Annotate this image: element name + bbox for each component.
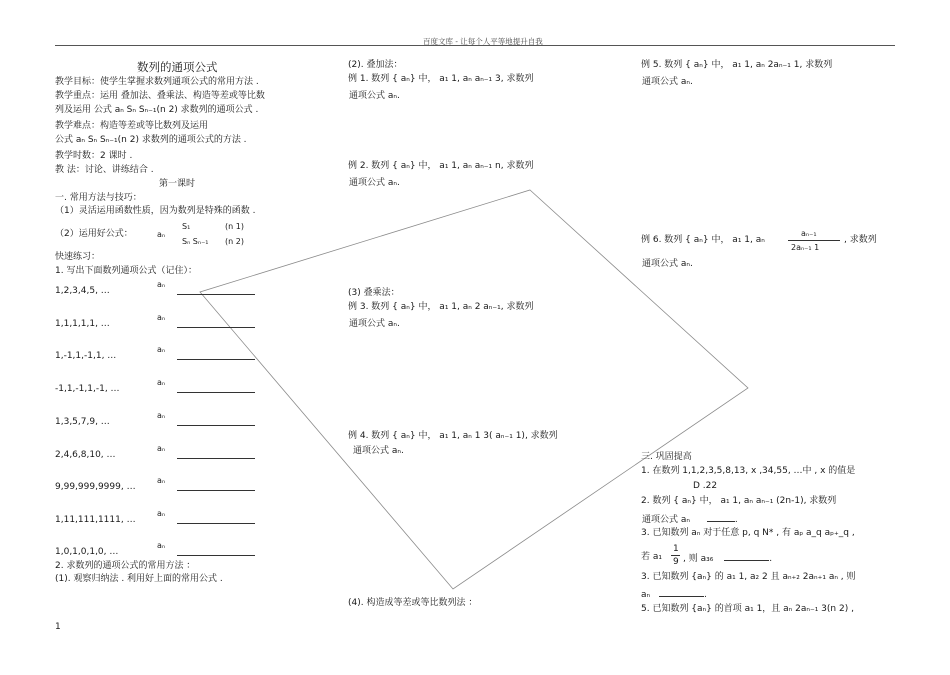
answer-blank[interactable]	[707, 513, 735, 522]
answer-blank[interactable]	[177, 450, 255, 459]
sequence-text: -1,1,-1,1,-1, …	[55, 384, 120, 394]
an-label: aₙ	[157, 509, 166, 518]
sequence-text: 1,3,5,7,9, …	[55, 417, 110, 427]
teaching-method: 教 法：讨论、讲练结合 .	[55, 165, 154, 175]
method1: (1). 观察归纳法 . 利用好上面的常用公式 .	[55, 574, 223, 584]
an-label: aₙ	[157, 411, 166, 420]
example6-fraction-numerator: aₙ₋₁	[801, 229, 817, 238]
key-point-line2: 列及运用 公式 aₙ Sₙ Sₙ₋₁(n 2) 求数列的通项公式 .	[55, 105, 259, 115]
problem3-fraction-numerator: 1	[673, 544, 679, 554]
example4-line1: 例 4. 数列 { aₙ} 中， a₁ 1, aₙ 1 3( aₙ₋₁ 1), 求数列	[348, 431, 558, 441]
example2-line2: 通项公式 aₙ.	[349, 178, 400, 188]
sequence-text: 1,11,111,1111, …	[55, 515, 136, 525]
formula-case2-expr: Sₙ Sₙ₋₁	[182, 237, 209, 246]
example2-line1: 例 2. 数列 { aₙ} 中， a₁ 1, aₙ aₙ₋₁ n, 求数列	[348, 161, 534, 171]
answer-blank[interactable]	[177, 319, 255, 328]
formula-case2-cond: (n 2)	[225, 237, 244, 246]
example6-tail: , 求数列	[844, 235, 877, 245]
difficulty-line1: 教学难点：构造等差或等比数列及运用	[55, 121, 209, 131]
answer-blank[interactable]	[659, 588, 704, 597]
answer-blank[interactable]	[177, 351, 255, 360]
section1-heading: 一. 常用方法与技巧：	[55, 193, 142, 203]
an-label: aₙ	[157, 476, 166, 485]
an-label: aₙ	[157, 541, 166, 550]
problem3-fraction-denominator: 9	[673, 557, 679, 567]
problem5-line1: 5. 已知数列 {aₙ} 的首项 a₁ 1，且 aₙ 2aₙ₋₁ 3(n 2) ,	[641, 604, 854, 614]
problem3-line2	[641, 552, 662, 563]
answer-blank[interactable]	[177, 384, 255, 393]
problem1-line1: 1. 在数列 1,1,2,3,5,8,13, x ,34,55, …中 , x 的值是	[641, 466, 856, 476]
an-label: aₙ	[157, 444, 166, 453]
answer-blank[interactable]	[177, 547, 255, 556]
example5-line2: 通项公式 aₙ.	[642, 77, 693, 87]
an-label: aₙ	[157, 313, 166, 322]
problem3-post: , 则 a₃₆ .	[683, 554, 773, 564]
answer-blank[interactable]	[724, 552, 769, 561]
sequence-text: 1,-1,1,-1,1, …	[55, 351, 117, 361]
problem3-post-text: , 则 a₃₆	[683, 554, 714, 564]
sequence-text: 2,4,6,8,10, …	[55, 450, 116, 460]
example3-line1: 例 3. 数列 { aₙ} 中， a₁ 1, aₙ 2 aₙ₋₁, 求数列	[348, 302, 534, 312]
teaching-hours: 教学时数：2 课时 .	[55, 151, 133, 161]
example6-line2: 通项公式 aₙ.	[642, 259, 693, 269]
an-label: aₙ	[157, 378, 166, 387]
example1-line1: 例 1. 数列 { aₙ} 中， a₁ 1, aₙ aₙ₋₁ 3, 求数列	[348, 74, 534, 84]
teaching-goal: 教学目标：使学生掌握求数列通项公式的常用方法 .	[55, 77, 259, 87]
method3-heading: (3) 叠乘法：	[348, 288, 400, 298]
answer-blank[interactable]	[177, 417, 255, 426]
fraction-bar	[788, 240, 840, 241]
answer-blank[interactable]	[177, 482, 255, 491]
page-number: 1	[55, 622, 61, 632]
example6-line1: 例 6. 数列 { aₙ} 中， a₁ 1, aₙ	[641, 235, 765, 245]
example1-line2: 通项公式 aₙ.	[349, 91, 400, 101]
header-rule	[55, 45, 895, 46]
problem3-prefix: 若 a₁	[641, 552, 662, 562]
lesson-heading: 第一课时	[159, 179, 196, 189]
tip1: （1）灵活运用函数性质，因为数列是特殊的函数 .	[55, 206, 256, 216]
problem2-line1: 2. 数列 { aₙ} 中， a₁ 1, aₙ aₙ₋₁ (2n-1), 求数列	[641, 496, 837, 506]
key-point-line1: 教学重点：运用 叠加法、叠乘法、构造等差或等比数	[55, 91, 265, 101]
problem2-line2: 通项公式 aₙ .	[642, 515, 738, 525]
answer-blank[interactable]	[177, 286, 255, 295]
sequence-text: 9,99,999,9999, …	[55, 482, 136, 492]
question2: 2. 求数列的通项公式的常用方法 ：	[55, 561, 196, 571]
problem3-line1: 3. 已知数列 aₙ 对于任意 p, q N* , 有 aₚ a_q aₚ₊_q ,	[641, 528, 855, 538]
question1: 1. 写出下面数列通项公式（记住）：	[55, 266, 197, 276]
sequence-text: 1,1,1,1,1, …	[55, 319, 110, 329]
problem4-text: aₙ	[641, 590, 651, 600]
difficulty-line2: 公式 aₙ Sₙ Sₙ₋₁(n 2) 求数列的通项公式的方法 .	[55, 135, 247, 145]
method2-heading: (2). 叠加法：	[348, 60, 403, 70]
problem1-answer: D .22	[693, 481, 718, 491]
page-title: 数列的通项公式	[137, 60, 218, 74]
an-label: aₙ	[157, 345, 166, 354]
problem2-text: 通项公式 aₙ	[642, 515, 690, 525]
answer-blank[interactable]	[177, 515, 255, 524]
formula-case1-expr: S₁	[182, 222, 191, 231]
method4-heading: (4). 构造成等差或等比数列法 ：	[348, 598, 478, 608]
page-header: 百度文库 - 让每个人平等地提升自我	[423, 37, 543, 46]
fraction-bar	[671, 555, 680, 556]
sequence-text: 1,2,3,4,5, …	[55, 286, 110, 296]
section3-heading: 三. 巩固提高	[641, 452, 692, 462]
formula-case1-cond: (n 1)	[225, 222, 244, 231]
example4-line2: 通项公式 aₙ.	[353, 446, 404, 456]
quick-practice-heading: 快速练习：	[55, 252, 101, 262]
sequence-text: 1,0,1,0,1,0, …	[55, 547, 119, 557]
example5-line1: 例 5. 数列 { aₙ} 中， a₁ 1, aₙ 2aₙ₋₁ 1, 求数列	[641, 60, 833, 70]
an-label: aₙ	[157, 280, 166, 289]
problem4-line2: aₙ .	[641, 590, 707, 600]
formula-an: aₙ	[157, 230, 166, 239]
problem4-line1: 3. 已知数列 {aₙ} 的 a₁ 1, a₂ 2 且 aₙ₊₂ 2aₙ₊₁ aₙ , 则	[641, 572, 856, 582]
example3-line2: 通项公式 aₙ.	[349, 319, 400, 329]
tip2: （2）运用好公式：	[55, 229, 133, 239]
example6-fraction-denominator: 2aₙ₋₁ 1	[791, 243, 820, 252]
